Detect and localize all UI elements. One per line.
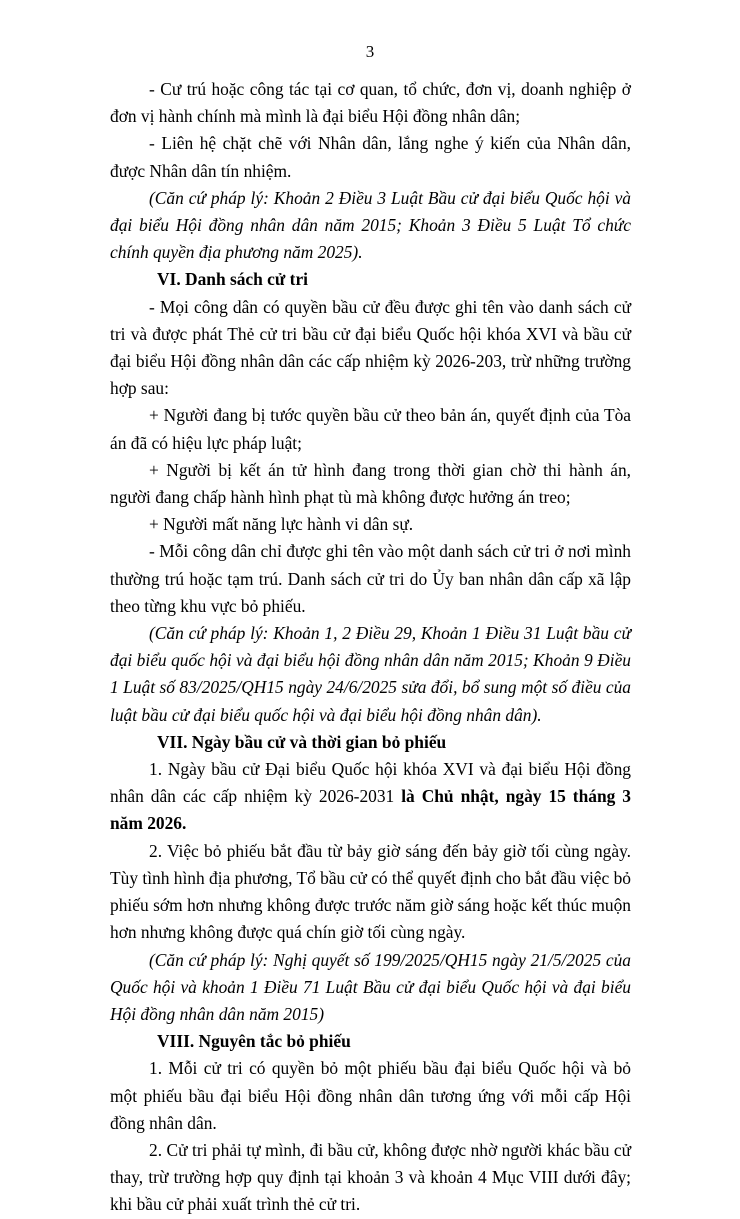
paragraph-residence-requirement: - Cư trú hoặc công tác tại cơ quan, tổ chức, đơn vị, doanh nghiệp ở đơn vị hành chính mà mình là đại biểu Hội đồng nhân dân; — [110, 79, 631, 127]
paragraph-exclusion-incapacity: + Người mất năng lực hành vi dân sự. — [149, 514, 414, 535]
paragraph-contact-with-people: - Liên hệ chặt chẽ với Nhân dân, lắng nghe ý kiến của Nhân dân, được Nhân dân tín nhiệm. — [110, 133, 631, 181]
paragraph-voter-list-eligibility: - Mọi công dân có quyền bầu cử đều được ghi tên vào danh sách cử tri và được phát Thẻ cử tri bầu cử đại biểu Quốc hội khóa XVI và bầu cử đại biểu Hội đồng nhân dân các cấp nhiệm kỳ 2026-203, trừ những trường hợp sau: — [110, 296, 631, 399]
paragraph-election-date — [110, 756, 631, 838]
paragraph-vote-in-person: 2. Cử tri phải tự mình, đi bầu cử, không được nhờ người khác bầu cử thay, trừ trường hợp quy định tại khoản 3 và khoản 4 Mục VIII dưới đây; khi bầu cử phải xuất trình thẻ cử tri. — [110, 1139, 631, 1215]
paragraph-exclusion-court-decision: + Người đang bị tước quyền bầu cử theo bản án, quyết định của Tòa án đã có hiệu lực pháp luật; — [110, 405, 631, 453]
paragraph-voting-hours: 2. Việc bỏ phiếu bắt đầu từ bảy giờ sáng đến bảy giờ tối cùng ngày. Tùy tình hình địa phương, Tổ bầu cử có thể quyết định cho bắt đầu việc bỏ phiếu sớm hơn nhưng không được trước năm giờ sáng hoặc kết thúc muộn hơn nhưng không được quá chín giờ tối cùng ngày. — [110, 840, 631, 943]
heading-section-viii: VIII. Nguyên tắc bỏ phiếu — [157, 1031, 351, 1052]
legal-citation-section-v: (Căn cứ pháp lý: Khoản 2 Điều 3 Luật Bầu cử đại biểu Quốc hội và đại biểu Hội đồng nhân dân năm 2015; Khoản 3 Điều 5 Luật Tổ chức chính quyền địa phương năm 2025). — [110, 187, 631, 263]
paragraph-single-voter-list: - Mỗi công dân chỉ được ghi tên vào một danh sách cử tri ở nơi mình thường trú hoặc tạm trú. Danh sách cử tri do Ủy ban nhân dân cấp xã lập theo từng khu vực bỏ phiếu. — [110, 541, 631, 616]
legal-citation-section-vii: (Căn cứ pháp lý: Nghị quyết số 199/2025/QH15 ngày 21/5/2025 của Quốc hội và khoản 1 Điều 71 Luật Bầu cử đại biểu Quốc hội và đại biểu Hội đồng nhân dân năm 2015) — [110, 949, 631, 1024]
paragraph-exclusion-death-sentence: + Người bị kết án tử hình đang trong thời gian chờ thi hành án, người đang chấp hành hình phạt tù mà không được hưởng án treo; — [110, 459, 631, 508]
page-number: 3 — [365, 42, 375, 61]
legal-citation-section-vi: (Căn cứ pháp lý: Khoản 1, 2 Điều 29, Khoản 1 Điều 31 Luật bầu cử đại biểu quốc hội và đại biểu hội đồng nhân dân năm 2015; Khoản 9 Điều 1 Luật số 83/2025/QH15 ngày 24/6/2025 sửa đổi, bổ sung một số điều của luật bầu cử đại biểu quốc hội và đại biểu hội đồng nhân dân). — [110, 623, 631, 725]
election-date-text-bold: là Chủ nhật, ngày 15 tháng 3 năm 2026. — [110, 786, 631, 834]
heading-section-vii: VII. Ngày bầu cử và thời gian bỏ phiếu — [157, 731, 447, 752]
document-body — [110, 76, 631, 1219]
paragraph-one-ballot-each: 1. Mỗi cử tri có quyền bỏ một phiếu bầu đại biểu Quốc hội và bỏ một phiếu bầu đại biểu Hội đồng nhân dân tương ứng với mỗi cấp Hội đồng nhân dân. — [110, 1058, 631, 1133]
heading-section-vi: VI. Danh sách cử tri — [157, 269, 309, 290]
election-date-text-plain: 1. Ngày bầu cử Đại biểu Quốc hội khóa XVI và đại biểu Hội đồng nhân dân các cấp nhiệm kỳ 2026-2031 — [110, 759, 631, 807]
